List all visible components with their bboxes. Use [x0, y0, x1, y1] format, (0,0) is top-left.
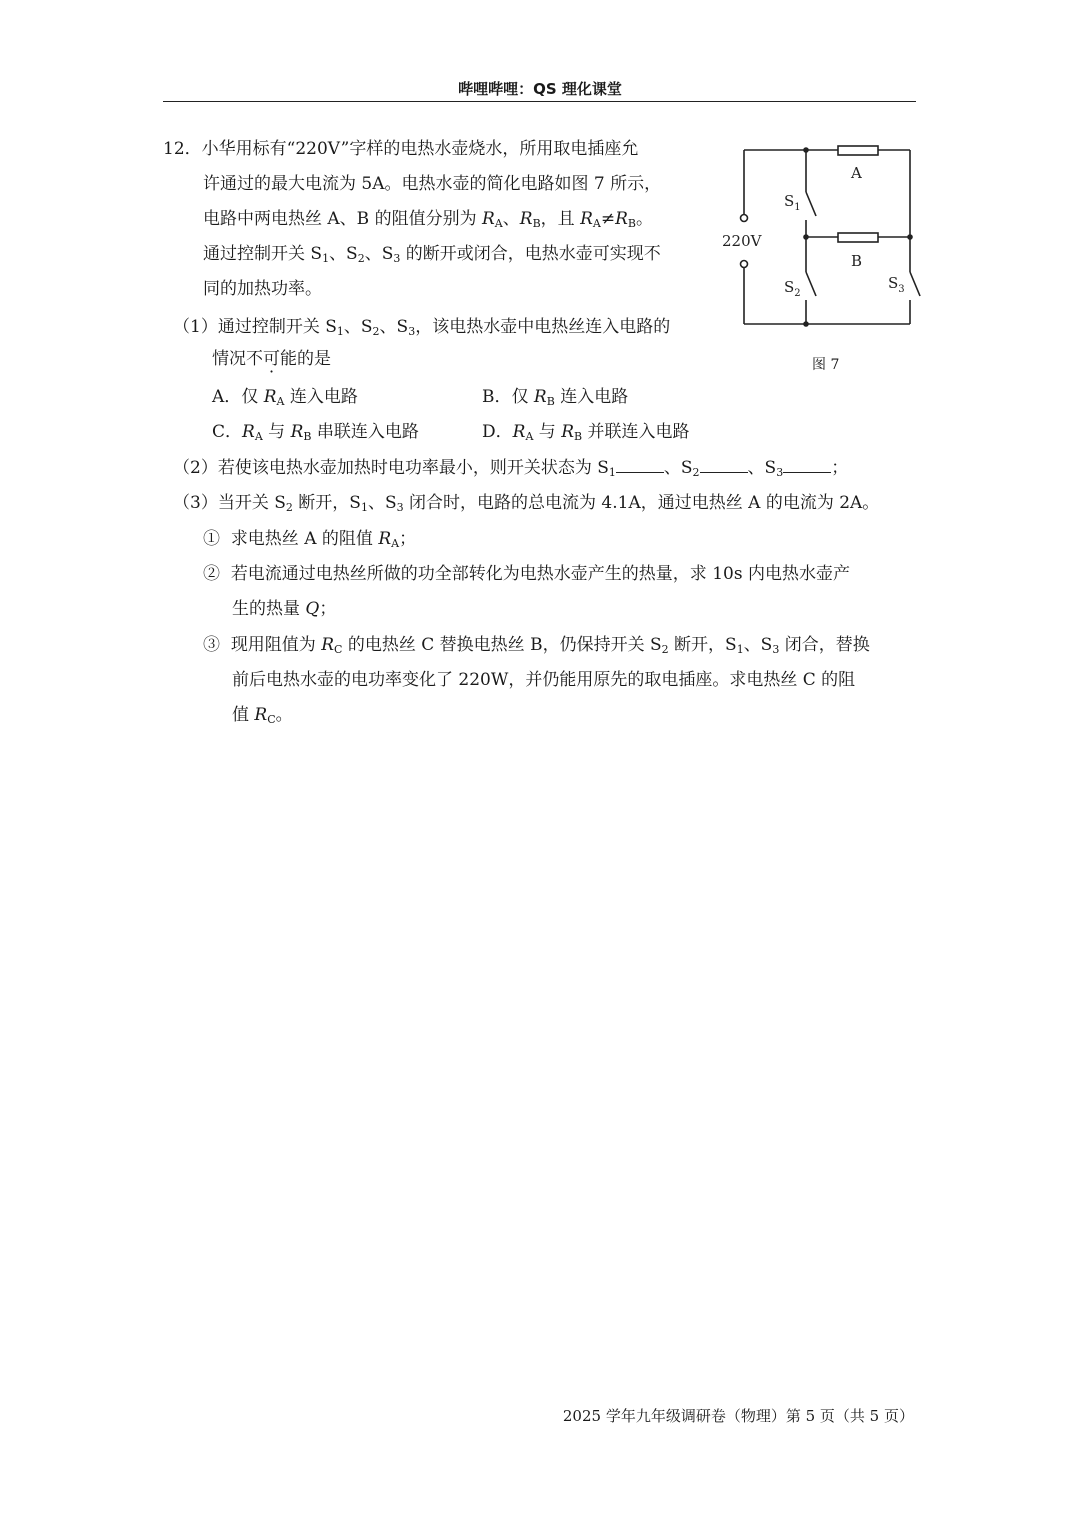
question-number: 12． — [163, 139, 202, 159]
part2-label: （2） — [173, 458, 218, 478]
option-b[interactable]: B．仅 RB 连入电路 — [482, 387, 629, 408]
part3-q2-line-2: 生的热量 Q； — [232, 599, 337, 619]
blank-s3[interactable] — [783, 458, 831, 473]
intro-line-3: 电路中两电热丝 A、B 的阻值分别为 RA、RB，且 RA≠RB。 — [203, 209, 653, 230]
circuit-diagram — [718, 140, 928, 380]
option-d[interactable]: D．RA 与 RB 并联连入电路 — [482, 422, 690, 443]
option-a[interactable]: A．仅 RA 连入电路 — [212, 387, 358, 408]
page-footer: 2025 学年九年级调研卷（物理）第 5 页（共 5 页） — [562, 1407, 914, 1425]
option-c[interactable]: C．RA 与 RB 串联连入电路 — [212, 422, 419, 443]
part3-q2-line-1: ② 若电流通过电热丝所做的功全部转化为电热水壶产生的热量，求 10s 内电热水壶产 — [203, 564, 850, 584]
header-divider — [163, 101, 916, 102]
label-s1: $S_1$ — [784, 192, 801, 213]
label-s2: $S_2$ — [784, 278, 801, 299]
part3-q3-line-3: 值 RC。 — [232, 705, 293, 726]
question-line-1 — [163, 138, 638, 160]
part1-label: （1） — [173, 317, 218, 337]
intro-line-5: 同的加热功率。 — [203, 279, 322, 299]
blank-s1[interactable] — [616, 458, 664, 473]
part1-line-2: 情况不可能的是 — [212, 349, 331, 369]
voltage-label: 220V — [722, 232, 762, 250]
circuit-figure — [718, 140, 928, 380]
part1-line-1: （1）通过控制开关 S1、S2、S3，该电热水壶中电热丝连入电路的 — [173, 317, 671, 338]
part3-q1: ① 求电热丝 A 的阻值 RA； — [203, 529, 417, 550]
blank-s2[interactable] — [700, 458, 748, 473]
intro-line-4: 通过控制开关 S1、S2、S3 的断开或闭合，电热水壶可实现不 — [203, 244, 661, 265]
part3-q3-line-1: ③ 现用阻值为 RC 的电热丝 C 替换电热丝 B，仍保持开关 S2 断开，S1、S3 闭合，替换 — [203, 635, 870, 656]
label-s3: $S_3$ — [888, 274, 905, 295]
intro-line-2: 许通过的最大电流为 5A。电热水壶的简化电路如图 7 所示， — [203, 174, 662, 194]
part3-q3-line-2: 前后电热水壶的电功率变化了 220W，并仍能用原先的取电插座。求电热丝 C 的阻 — [232, 670, 856, 690]
figure-caption: 图 7 — [812, 357, 840, 373]
part2-line: （2）若使该电热水壶加热时电功率最小，则开关状态为 S1 、S2 、S3 ； — [173, 458, 849, 479]
label-a: A — [851, 164, 862, 182]
emphasis-text: 不可能 — [246, 349, 297, 369]
part3-line: （3）当开关 S2 断开，S1、S3 闭合时，电路的总电流为 4.1A，通过电热丝 A 的电流为 2A。 — [173, 493, 880, 514]
page-header: 哔哩哔哩：QS 理化课堂 — [458, 80, 622, 98]
label-b: B — [851, 252, 863, 270]
part3-label: （3） — [173, 493, 218, 513]
intro-line-1: 小华用标有“220V”字样的电热水壶烧水，所用取电插座允 — [201, 139, 639, 159]
